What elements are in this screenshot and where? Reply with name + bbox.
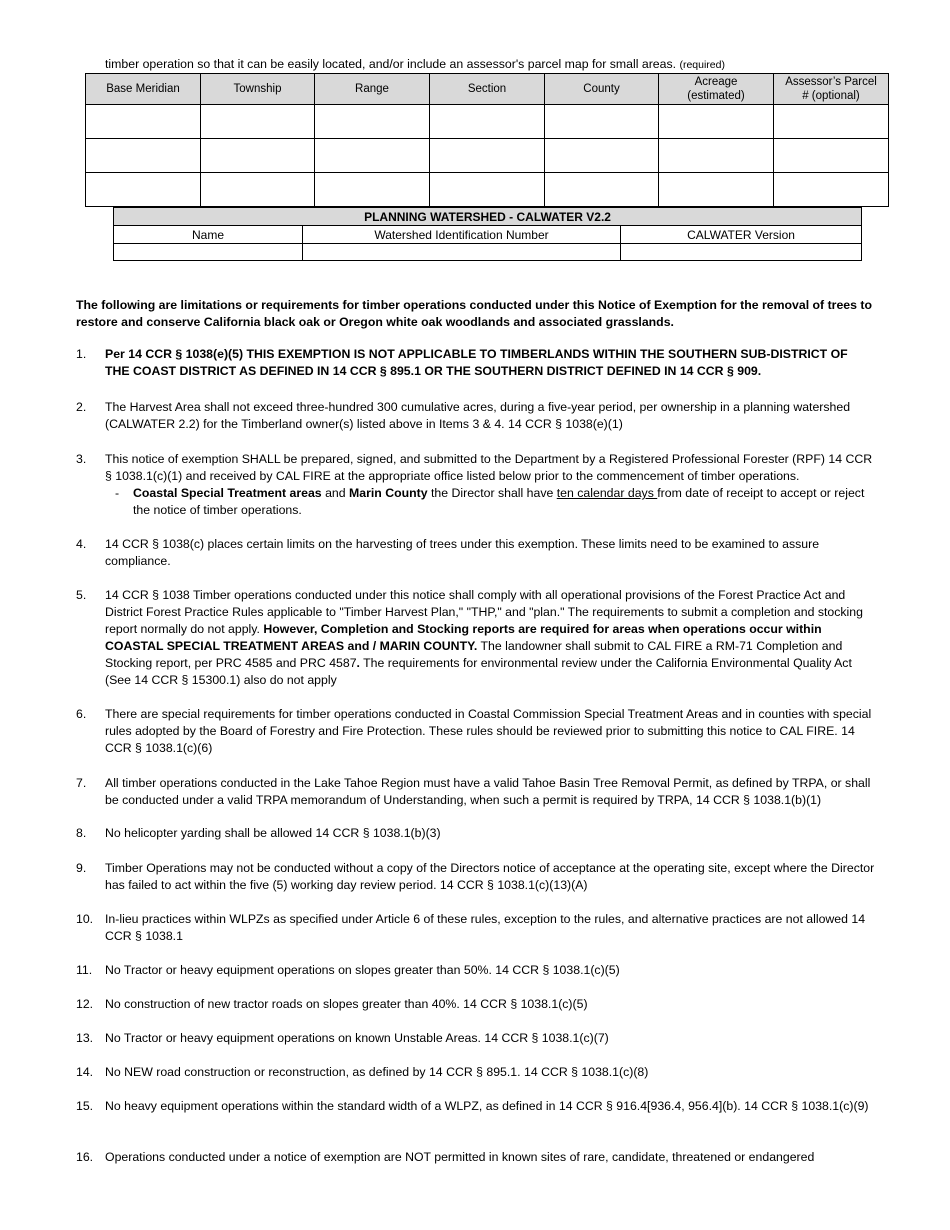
- required-note: (required): [679, 59, 725, 71]
- item-number: 4.: [76, 537, 87, 551]
- item-text: No heavy equipment operations within the standard width of a WLPZ, as defined in 14 CCR § 916.4[936.4, 956.4](b). 14 CCR § 1038.1(c)(9): [105, 1099, 869, 1113]
- cell-section[interactable]: [430, 173, 545, 207]
- watershed-entry-row: [114, 244, 862, 261]
- item-number: 7.: [76, 776, 87, 790]
- sub-text-coastal: Coastal Special Treatment areas: [133, 486, 322, 500]
- cell-base-meridian[interactable]: [86, 139, 201, 173]
- item-number: 15.: [76, 1099, 94, 1113]
- watershed-label-row: [114, 226, 862, 244]
- cell-section[interactable]: [430, 105, 545, 139]
- cell-parcel[interactable]: [774, 105, 889, 139]
- header-township: Township: [201, 74, 315, 105]
- item-number: 12.: [76, 997, 94, 1011]
- watershed-id-cell[interactable]: [303, 244, 621, 261]
- list-item: [76, 911, 875, 945]
- header-parcel: [774, 74, 889, 105]
- item-number: 1.: [76, 347, 87, 361]
- list-item: [76, 451, 875, 519]
- cell-county[interactable]: [545, 105, 659, 139]
- item-text: Timber Operations may not be conducted without a copy of the Directors notice of acceptance at the operating site, except where the Director has failed to act within the five (5) working day review period. 14 CCR § 1038.1(c)(13)(A): [105, 861, 875, 892]
- item-number: 6.: [76, 707, 87, 721]
- list-item: [76, 1064, 875, 1081]
- sub-text-and: and: [321, 486, 350, 500]
- item-text: Operations conducted under a notice of exemption are NOT permitted in known sites of rare, candidate, threatened or endangered: [105, 1150, 815, 1164]
- watershed-table: [113, 207, 862, 261]
- item-number: 9.: [76, 861, 87, 875]
- cell-base-meridian[interactable]: [86, 173, 201, 207]
- item-text: No NEW road construction or reconstruction, as defined by 14 CCR § 895.1. 14 CCR § 1038.1(c)(8): [105, 1065, 649, 1079]
- header-parcel-line2: # (optional): [802, 90, 860, 102]
- list-item: [76, 962, 875, 979]
- item-text-b: However, Completion and Stocking reports are required for areas when operations occur within COASTAL SPECIAL TREATMENT AREAS and / MARIN COUNTY.: [105, 622, 822, 653]
- list-item: [76, 775, 875, 809]
- header-parcel-line1: Assessor’s Parcel: [785, 76, 877, 88]
- cell-range[interactable]: [315, 173, 430, 207]
- header-acreage-line2: (estimated): [687, 90, 745, 102]
- item-number: 3.: [76, 452, 87, 466]
- location-table: [85, 73, 889, 207]
- cell-township[interactable]: [201, 173, 315, 207]
- cell-county[interactable]: [545, 139, 659, 173]
- list-item: [76, 860, 875, 894]
- list-item: [76, 996, 875, 1013]
- header-acreage: [659, 74, 774, 105]
- cell-section[interactable]: [430, 139, 545, 173]
- cell-acreage[interactable]: [659, 173, 774, 207]
- item-number: 5.: [76, 588, 87, 602]
- item-text: This notice of exemption SHALL be prepared, signed, and submitted to the Department by a Registered Professional Forester (RPF) 14 CCR § 1038.1(c)(1) and received by CAL FIRE at the appropriate office listed below prior to the commencement of timber operations.: [105, 452, 873, 483]
- location-row: [86, 173, 889, 207]
- sub-text-ten-days: ten calendar days: [556, 486, 658, 500]
- watershed-id-label: Watershed Identification Number: [303, 226, 621, 244]
- item-number: 14.: [76, 1065, 94, 1079]
- list-item: [76, 346, 875, 380]
- header-range: Range: [315, 74, 430, 105]
- cell-parcel[interactable]: [774, 173, 889, 207]
- item-text: There are special requirements for timber operations conducted in Coastal Commission Special Treatment Areas and in counties with special rules adopted by the Board of Forestry and Fire Protection. These rules should be reviewed prior to submitting this notice to CAL FIRE. 14 CCR § 1038.1(c)(6): [105, 707, 872, 755]
- item-text: The Harvest Area shall not exceed three-hundred 300 cumulative acres, during a five-year period, per ownership in a planning watershed (CALWATER 2.2) for the Timberland owner(s) listed above in Items 3 & 4. 14 CCR § 1038(e)(1): [105, 400, 851, 431]
- item-text: In-lieu practices within WLPZs as specified under Article 6 of these rules, exception to the rules, and alternative practices are not allowed 14 CCR § 1038.1: [105, 912, 866, 943]
- item-text: No construction of new tractor roads on slopes greater than 40%. 14 CCR § 1038.1(c)(5): [105, 997, 588, 1011]
- item-number: 10.: [76, 912, 94, 926]
- item-text-a: 14 CCR § 1038 Timber operations conducted under this notice shall comply with all operational provisions of the Forest Practice Act and District Forest Practice Rules applicable to "Timber Harvest Plan," "THP," and "plan." The requirements to submit a completion and stocking report normally do not apply.: [105, 588, 863, 636]
- cell-acreage[interactable]: [659, 139, 774, 173]
- list-item: [76, 1030, 875, 1047]
- item-text: No helicopter yarding shall be allowed 14 CCR § 1038.1(b)(3): [105, 826, 441, 840]
- header-section: Section: [430, 74, 545, 105]
- cell-county[interactable]: [545, 173, 659, 207]
- list-item: [76, 1098, 875, 1115]
- item-number: 8.: [76, 826, 87, 840]
- list-item: [76, 706, 875, 757]
- item-text: All timber operations conducted in the Lake Tahoe Region must have a valid Tahoe Basin Tree Removal Permit, as defined by TRPA, or shall be conducted under a valid TRPA memorandum of Understanding, when such a permit is required by TRPA, 14 CCR § 1038.1(b)(1): [105, 776, 871, 807]
- item-number: 13.: [76, 1031, 94, 1045]
- cell-acreage[interactable]: [659, 105, 774, 139]
- item-text-d: .: [356, 656, 360, 670]
- location-row: [86, 105, 889, 139]
- item-number: 11.: [76, 963, 93, 977]
- header-acreage-line1: Acreage: [694, 76, 738, 88]
- header-base-meridian: Base Meridian: [86, 74, 201, 105]
- item-number: 2.: [76, 400, 87, 414]
- list-item: [76, 399, 875, 433]
- calwater-version-label: CALWATER Version: [621, 226, 862, 244]
- calwater-version-cell[interactable]: [621, 244, 862, 261]
- dash-bullet: -: [115, 486, 120, 500]
- item-text: 14 CCR § 1038(c) places certain limits on the harvesting of trees under this exemption. These limits need to be examined to assure compliance.: [105, 537, 820, 568]
- item-text: No Tractor or heavy equipment operations on known Unstable Areas. 14 CCR § 1038.1(c)(7): [105, 1031, 609, 1045]
- item-number: 16.: [76, 1150, 94, 1164]
- watershed-name-cell[interactable]: [114, 244, 303, 261]
- cell-township[interactable]: [201, 139, 315, 173]
- cell-base-meridian[interactable]: [86, 105, 201, 139]
- cell-range[interactable]: [315, 105, 430, 139]
- list-item: [76, 536, 875, 570]
- cell-range[interactable]: [315, 139, 430, 173]
- list-item: [76, 825, 875, 842]
- item-text: No Tractor or heavy equipment operations on slopes greater than 50%. 14 CCR § 1038.1(c)(5): [105, 963, 620, 977]
- watershed-table-title: PLANNING WATERSHED - CALWATER V2.2: [114, 208, 862, 226]
- location-instructions: [105, 57, 725, 71]
- limitations-intro: The following are limitations or requirements for timber operations conducted under this Notice of Exemption for the removal of trees to restore and conserve California black oak or Oregon white oak woodlands and associated grasslands.: [76, 298, 872, 329]
- header-county: County: [545, 74, 659, 105]
- item-text-c: The landowner shall submit to CAL FIRE a RM-71 Completion and Stocking report, per PRC 4585 and PRC 4587: [105, 639, 843, 670]
- item-text-e: The requirements for environmental review under the California Environmental Quality Act (See 14 CCR § 15300.1) also do not apply: [105, 656, 852, 687]
- list-item: [76, 1149, 875, 1166]
- location-row: [86, 139, 889, 173]
- cell-parcel[interactable]: [774, 139, 889, 173]
- watershed-name-label: Name: [114, 226, 303, 244]
- item-text: Per 14 CCR § 1038(e)(5) THIS EXEMPTION IS NOT APPLICABLE TO TIMBERLANDS WITHIN THE SOUTHERN SUB-DISTRICT OF THE COAST DISTRICT AS DEFINED IN 14 CCR § 895.1 OR THE SOUTHERN DISTRICT DEFINED IN 14 CCR § 909.: [105, 347, 848, 378]
- location-header-row: [86, 74, 889, 105]
- sub-item: [105, 485, 875, 519]
- cell-township[interactable]: [201, 105, 315, 139]
- list-item: [76, 587, 875, 689]
- sub-text-rest: from date of receipt to accept or reject the notice of timber operations.: [133, 486, 865, 517]
- location-instructions-text: timber operation so that it can be easily located, and/or include an assessor's parcel map for small areas.: [105, 57, 677, 71]
- sub-text-director: the Director shall have: [427, 486, 557, 500]
- sub-text-marin: Marin County: [349, 486, 428, 500]
- watershed-title-row: [114, 208, 862, 226]
